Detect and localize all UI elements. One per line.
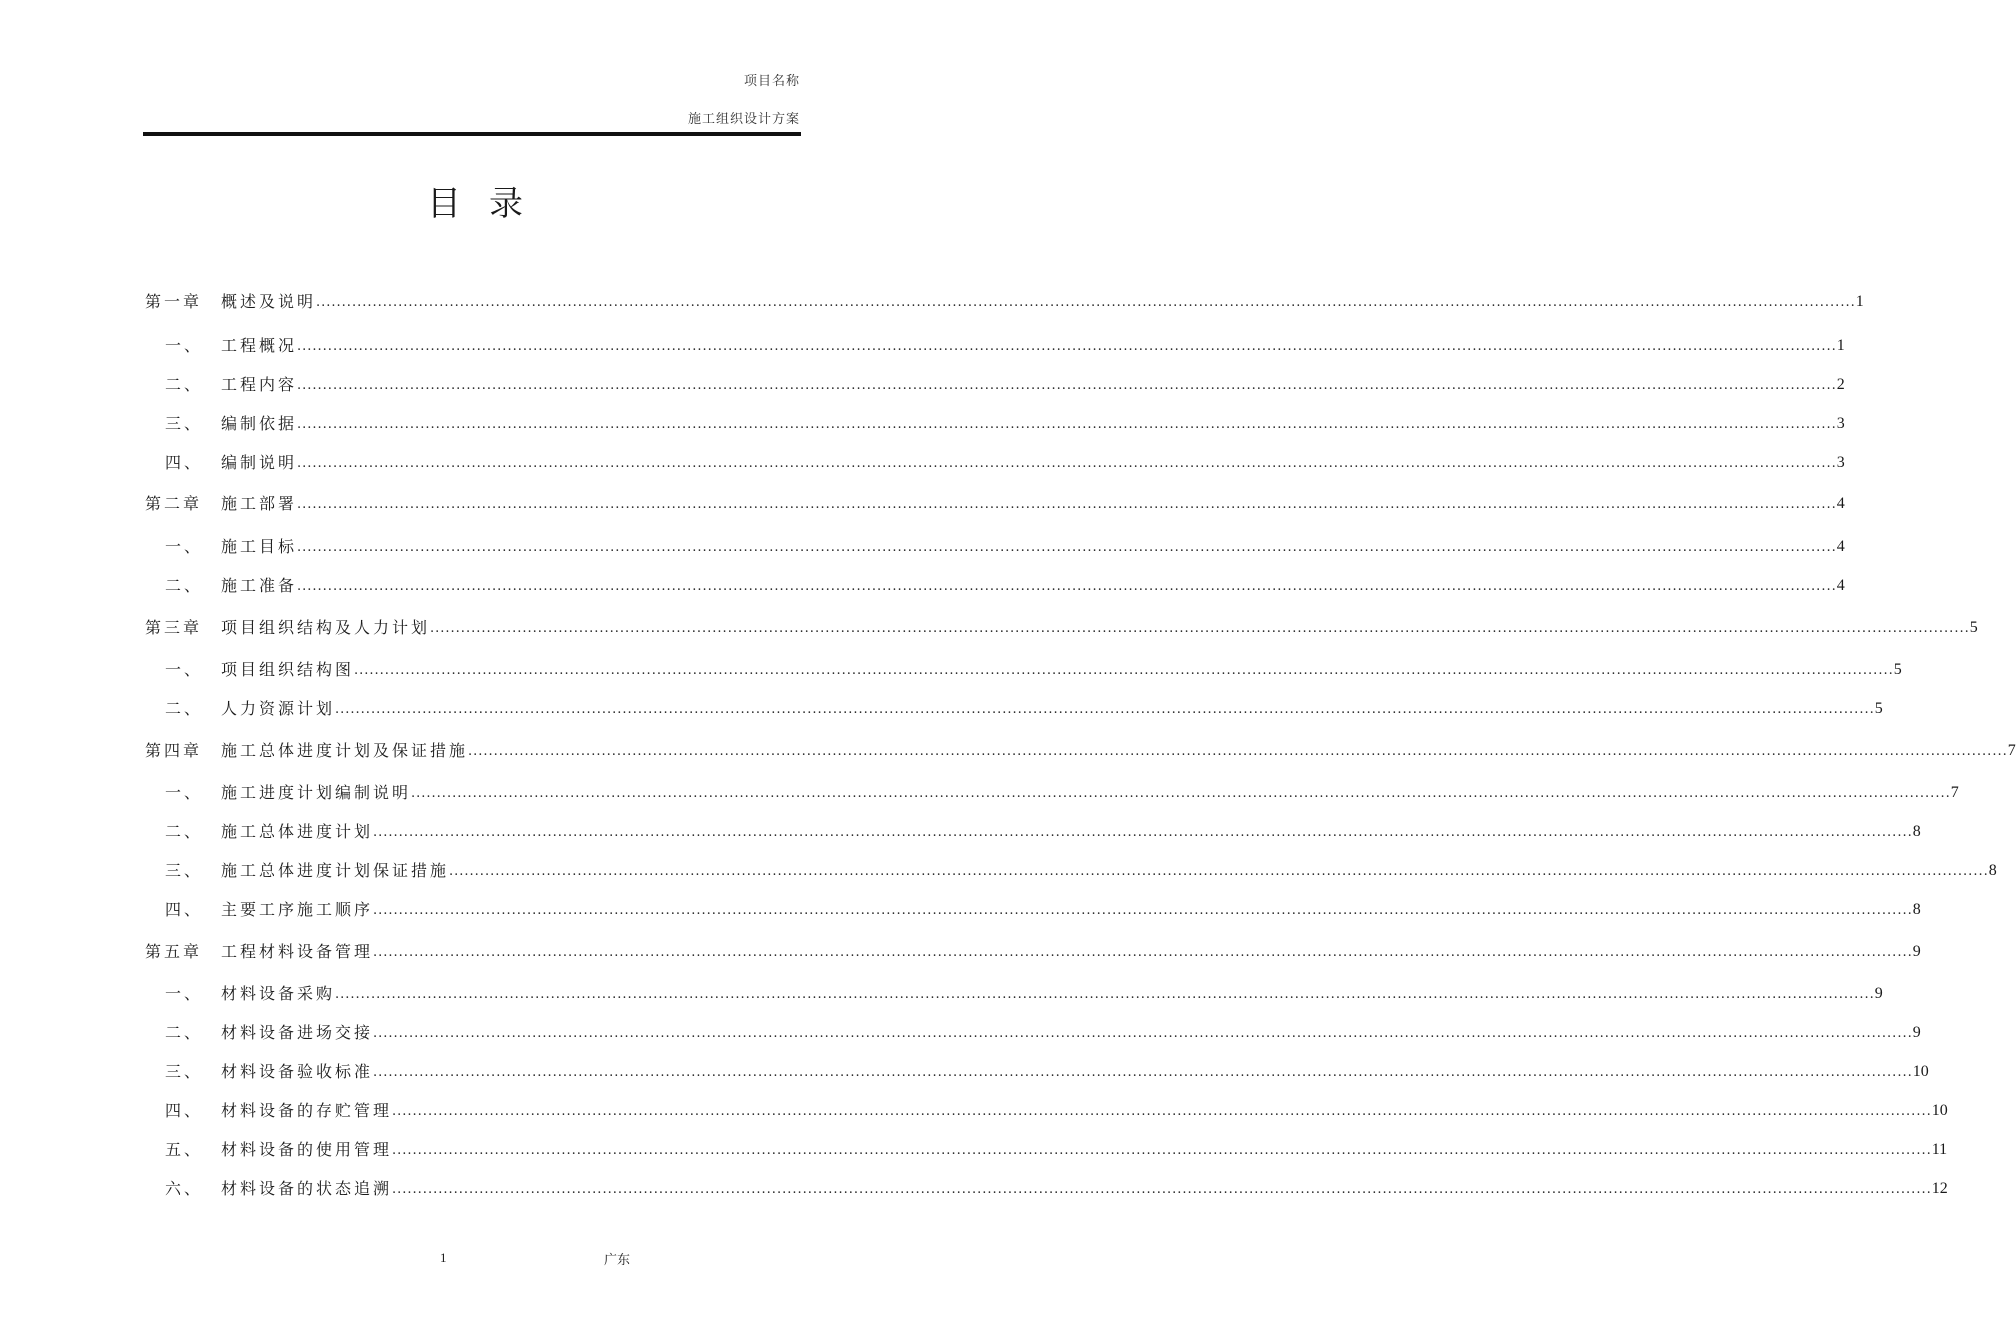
toc-entry-number: 四、 xyxy=(165,1101,204,1120)
toc-entry-page: 3 xyxy=(1836,454,1845,471)
toc-entry-title: 施工目标 xyxy=(221,537,298,556)
toc-entry-number: 五、 xyxy=(165,1140,204,1159)
toc-entry-page: 10 xyxy=(1912,1063,1929,1080)
toc-dot-leader: ............................................................................................................................................................................................................................................................................................................ xyxy=(297,579,1837,594)
toc-entry-page: 2 xyxy=(1836,376,1845,393)
toc-entry-title: 编制依据 xyxy=(221,414,298,433)
toc-entry[interactable] xyxy=(145,737,2016,761)
toc-entry-number: 六、 xyxy=(165,1179,204,1198)
toc-dot-leader: ............................................................................................................................................................................................................................................................................................................ xyxy=(373,1065,1913,1080)
toc-entry[interactable] xyxy=(145,371,1845,395)
toc-entry[interactable] xyxy=(145,1058,1929,1082)
toc-entry-page: 9 xyxy=(1912,943,1921,960)
toc-entry-page: 5 xyxy=(1874,700,1883,717)
toc-dot-leader: ............................................................................................................................................................................................................................................................................................................ xyxy=(449,864,1989,879)
toc-entry-page: 7 xyxy=(1950,784,1959,801)
toc-entry-number: 三、 xyxy=(165,414,204,433)
toc-entry-page: 1 xyxy=(1836,337,1845,354)
toc-entry-number: 第五章 xyxy=(145,942,203,961)
toc-dot-leader: ............................................................................................................................................................................................................................................................................................................ xyxy=(316,295,1856,310)
toc-dot-leader: ............................................................................................................................................................................................................................................................................................................ xyxy=(354,663,1894,678)
toc-dot-leader: ............................................................................................................................................................................................................................................................................................................ xyxy=(335,702,1875,717)
toc-entry-page: 5 xyxy=(1893,661,1902,678)
toc-entry-page: 4 xyxy=(1836,577,1845,594)
toc-entry-number: 一、 xyxy=(165,336,204,355)
toc-entry-title: 主要工序施工顺序 xyxy=(221,900,374,919)
toc-entry[interactable] xyxy=(145,1175,1948,1199)
toc-dot-leader: ............................................................................................................................................................................................................................................................................................................ xyxy=(373,903,1913,918)
toc-entry[interactable] xyxy=(145,695,1883,719)
toc-entry[interactable] xyxy=(145,1097,1948,1121)
toc-entry[interactable] xyxy=(145,533,1845,557)
toc-dot-leader: ............................................................................................................................................................................................................................................................................................................ xyxy=(373,1026,1913,1041)
toc-dot-leader: ............................................................................................................................................................................................................................................................................................................ xyxy=(392,1104,1932,1119)
toc-entry-title: 材料设备的存贮管理 xyxy=(221,1101,393,1120)
toc-entry-number: 二、 xyxy=(165,699,204,718)
toc-entry-title: 工程概况 xyxy=(221,336,298,355)
toc-entry[interactable] xyxy=(145,1136,1948,1160)
header-doc-title: 施工组织设计方案 xyxy=(687,112,800,127)
toc-entry[interactable] xyxy=(145,572,1845,596)
toc-entry-page: 12 xyxy=(1931,1180,1948,1197)
toc-entry-title: 编制说明 xyxy=(221,453,298,472)
toc-entry-number: 二、 xyxy=(165,375,204,394)
toc-entry-page: 8 xyxy=(1988,862,1997,879)
toc-entry-page: 9 xyxy=(1912,1024,1921,1041)
toc-entry[interactable] xyxy=(145,288,1864,312)
toc-entry-title: 施工部署 xyxy=(221,494,298,513)
toc-entry-title: 概述及说明 xyxy=(221,292,317,311)
toc-entry-number: 二、 xyxy=(165,822,204,841)
toc-dot-leader: ............................................................................................................................................................................................................................................................................................................ xyxy=(411,786,1951,801)
toc-dot-leader: ............................................................................................................................................................................................................................................................................................................ xyxy=(392,1182,1932,1197)
toc-entry-title: 施工总体进度计划及保证措施 xyxy=(221,741,469,760)
toc-entry[interactable] xyxy=(145,614,1978,638)
toc-entry[interactable] xyxy=(145,896,1921,920)
toc-entry[interactable] xyxy=(145,779,1959,803)
toc-entry-title: 材料设备的状态追溯 xyxy=(221,1179,393,1198)
toc-entry-title: 材料设备的使用管理 xyxy=(221,1140,393,1159)
toc-entry-page: 9 xyxy=(1874,985,1883,1002)
toc-entry-title: 工程内容 xyxy=(221,375,298,394)
toc-entry-number: 二、 xyxy=(165,1023,204,1042)
footer-page-number: 1 xyxy=(440,1250,447,1265)
toc-dot-leader: ............................................................................................................................................................................................................................................................................................................ xyxy=(297,456,1837,471)
toc-entry-number: 第二章 xyxy=(145,494,203,513)
toc-entry[interactable] xyxy=(145,938,1921,962)
toc-entry[interactable] xyxy=(145,449,1845,473)
toc-dot-leader: ............................................................................................................................................................................................................................................................................................................ xyxy=(392,1143,1932,1158)
toc-dot-leader: ............................................................................................................................................................................................................................................................................................................ xyxy=(297,540,1837,555)
toc-dot-leader: ............................................................................................................................................................................................................................................................................................................ xyxy=(297,497,1837,512)
toc-entry-number: 一、 xyxy=(165,984,204,1003)
toc-entry-title: 材料设备验收标准 xyxy=(221,1062,374,1081)
toc-dot-leader: ............................................................................................................................................................................................................................................................................................................ xyxy=(297,417,1837,432)
toc-entry[interactable] xyxy=(145,656,1902,680)
toc-dot-leader: ............................................................................................................................................................................................................................................................................................................ xyxy=(297,339,1837,354)
toc-entry-title: 项目组织结构及人力计划 xyxy=(221,618,431,637)
toc-entry-page: 8 xyxy=(1912,823,1921,840)
toc-entry-page: 10 xyxy=(1931,1102,1948,1119)
toc-entry-page: 8 xyxy=(1912,901,1921,918)
toc-entry[interactable] xyxy=(145,490,1845,514)
toc-entry-page: 1 xyxy=(1855,293,1864,310)
toc-title: 目录 xyxy=(427,184,551,224)
header-rule xyxy=(143,132,801,136)
toc-entry-title: 工程材料设备管理 xyxy=(221,942,374,961)
toc-entry[interactable] xyxy=(145,332,1845,356)
toc-entry-number: 二、 xyxy=(165,576,204,595)
toc-entry-title: 施工进度计划编制说明 xyxy=(221,783,412,802)
toc-entry-number: 第三章 xyxy=(145,618,203,637)
toc-dot-leader: ............................................................................................................................................................................................................................................................................................................ xyxy=(430,621,1970,636)
toc-entry-page: 4 xyxy=(1836,538,1845,555)
toc-entry-title: 材料设备采购 xyxy=(221,984,336,1003)
toc-entry-number: 四、 xyxy=(165,453,204,472)
toc-entry-page: 3 xyxy=(1836,415,1845,432)
toc-entry[interactable] xyxy=(145,980,1883,1004)
toc-entry-title: 施工准备 xyxy=(221,576,298,595)
toc-entry-title: 人力资源计划 xyxy=(221,699,336,718)
toc-entry-page: 11 xyxy=(1931,1141,1948,1158)
footer-location: 广东 xyxy=(604,1253,631,1268)
toc-entry-number: 一、 xyxy=(165,660,204,679)
toc-entry[interactable] xyxy=(145,857,1997,881)
toc-entry[interactable] xyxy=(145,410,1845,434)
toc-dot-leader: ............................................................................................................................................................................................................................................................................................................ xyxy=(297,378,1837,393)
toc-dot-leader: ............................................................................................................................................................................................................................................................................................................ xyxy=(373,945,1913,960)
toc-entry-number: 三、 xyxy=(165,861,204,880)
toc-entry-page: 7 xyxy=(2007,742,2016,759)
toc-entry-number: 四、 xyxy=(165,900,204,919)
toc-entry-title: 项目组织结构图 xyxy=(221,660,355,679)
toc-entry-number: 第四章 xyxy=(145,741,203,760)
toc-dot-leader: ............................................................................................................................................................................................................................................................................................................ xyxy=(373,825,1913,840)
toc-entry-page: 4 xyxy=(1836,495,1845,512)
toc-entry-title: 材料设备进场交接 xyxy=(221,1023,374,1042)
toc-entry-number: 一、 xyxy=(165,783,204,802)
toc-entry-number: 第一章 xyxy=(145,292,203,311)
toc-entry-number: 三、 xyxy=(165,1062,204,1081)
toc-dot-leader: ............................................................................................................................................................................................................................................................................................................ xyxy=(468,744,2008,759)
toc-entry-title: 施工总体进度计划保证措施 xyxy=(221,861,450,880)
toc-entry-title: 施工总体进度计划 xyxy=(221,822,374,841)
header-project-name: 项目名称 xyxy=(743,74,800,89)
toc-dot-leader: ............................................................................................................................................................................................................................................................................................................ xyxy=(335,987,1875,1002)
toc-entry[interactable] xyxy=(145,1019,1921,1043)
toc-entry-number: 一、 xyxy=(165,537,204,556)
toc-entry-page: 5 xyxy=(1969,619,1978,636)
toc-entry[interactable] xyxy=(145,818,1921,842)
